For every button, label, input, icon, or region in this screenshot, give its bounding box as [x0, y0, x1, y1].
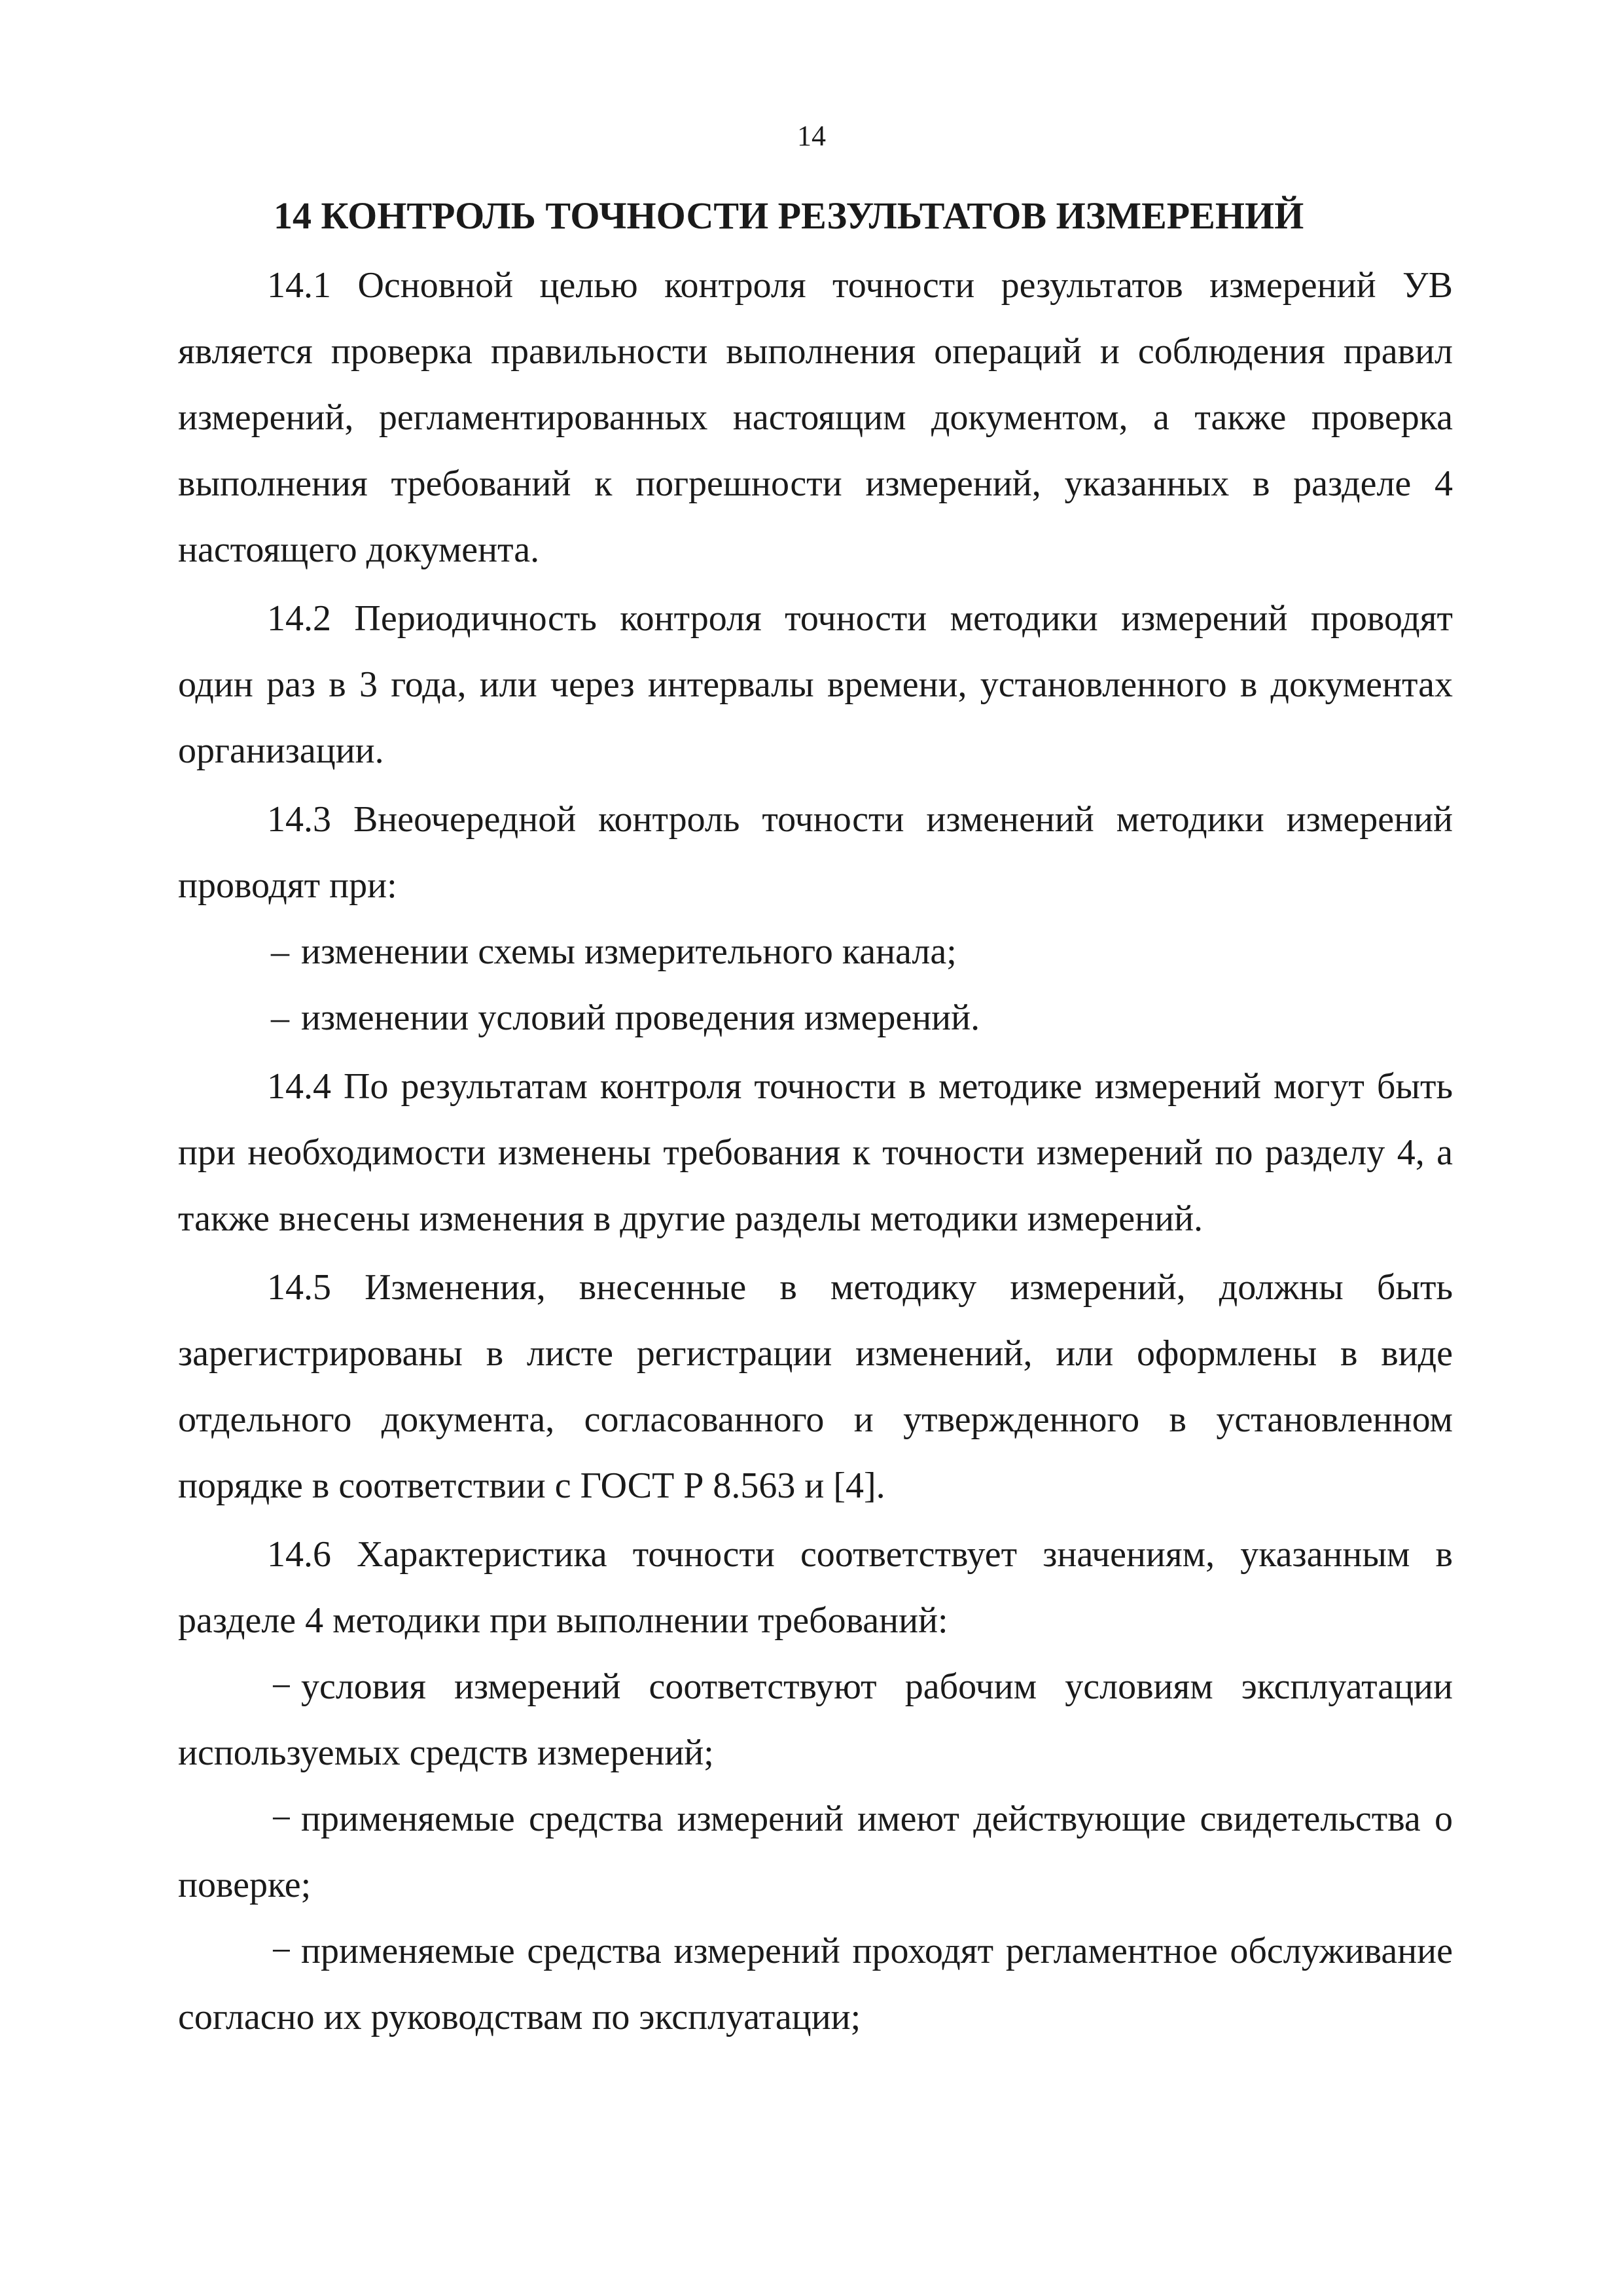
list-item: − условия измерений соответствуют рабочим условиям эксплуатации используемых средств измерений; [178, 1654, 1453, 1786]
section-heading: 14 КОНТРОЛЬ ТОЧНОСТИ РЕЗУЛЬТАТОВ ИЗМЕРЕНИЙ [274, 194, 1304, 237]
paragraph-14-6: 14.6 Характеристика точности соответствует значениям, указанным в разделе 4 методики при выполнении требований: [178, 1534, 1453, 1641]
list-item: – изменении схемы измерительного канала; [178, 919, 1453, 985]
list-item: − применяемые средства измерений имеют действующие свидетельства о поверке; [178, 1786, 1453, 1918]
list-item: – изменении условий проведения измерений. [178, 985, 1453, 1051]
paragraph-14-3: 14.3 Внеочередной контроль точности изменений методики измерений проводят при: [178, 799, 1453, 906]
bullet-dash: – [271, 931, 289, 972]
paragraph-14-2: 14.2 Периодичность контроля точности методики измерений проводят один раз в 3 года, или через интервалы времени, установленного в документах организации. [178, 598, 1453, 771]
bullet-dash: − [271, 1666, 292, 1707]
bullet-dash: − [271, 1931, 292, 1971]
paragraph-14-5: 14.5 Изменения, внесенные в методику измерений, должны быть зарегистрированы в листе регистрации изменений, или оформлены в виде отдельного документа, согласованного и утвержденного в установленном порядке в соответствии с ГОСТ Р 8.563 и [4]. [178, 1267, 1453, 1506]
paragraph-14-1: 14.1 Основной целью контроля точности результатов измерений УВ является проверка правильности выполнения операций и соблюдения правил измерений, регламентированных настоящим документом, а также проверка выполнения требований к погрешности измерений, указанных в разделе 4 настоящего документа. [178, 265, 1453, 570]
page-number: 14 [797, 120, 826, 152]
list-item: − применяемые средства измерений проходят регламентное обслуживание согласно их руководствам по эксплуатации; [178, 1918, 1453, 2051]
bullet-dash: – [271, 997, 289, 1038]
document-body [178, 183, 1453, 2051]
paragraph-14-4: 14.4 По результатам контроля точности в методике измерений могут быть при необходимости изменены требования к точности измерений по разделу 4, а также внесены изменения в другие разделы методики измерений. [178, 1066, 1453, 1239]
bullet-dash: − [271, 1799, 292, 1839]
